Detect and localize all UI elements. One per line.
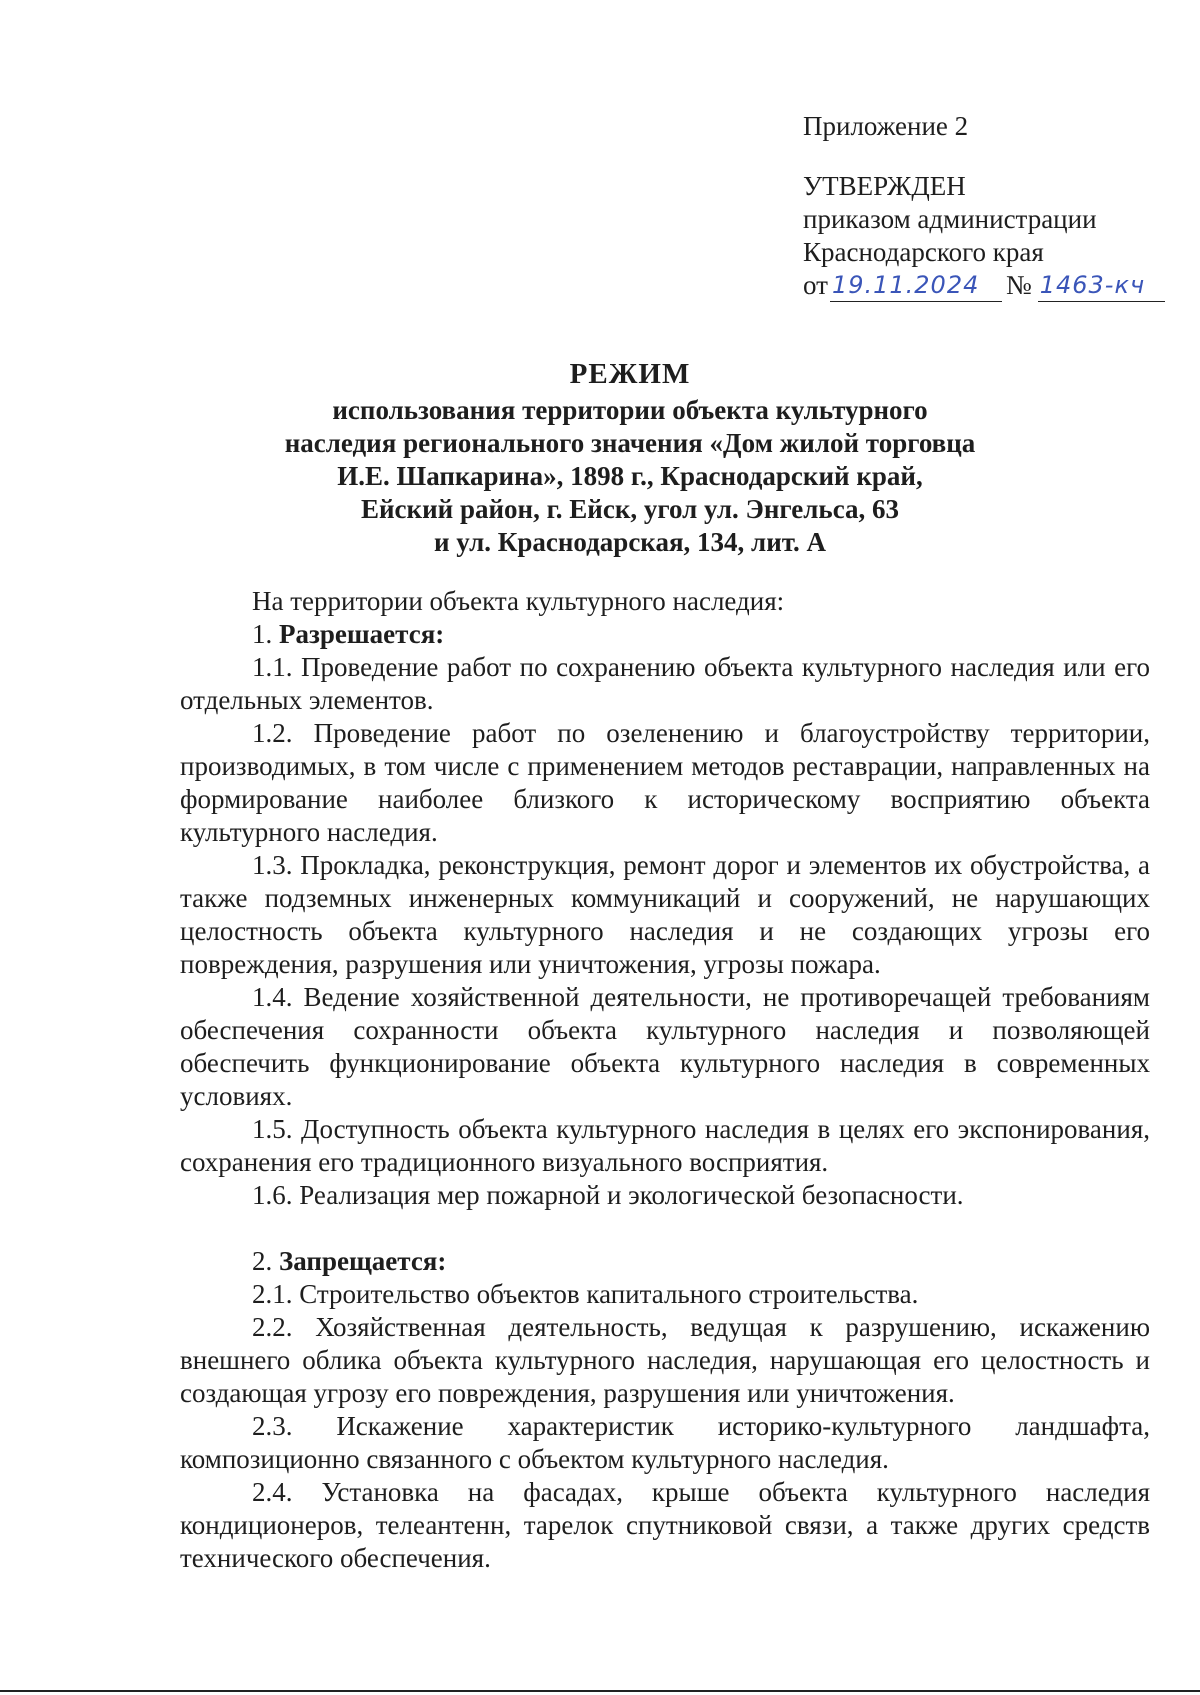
section-item: 1.5. Доступность объекта культурного наследия в целях его экспонирования, сохранения его традиционного визуального восприятия.	[180, 1114, 1150, 1177]
section-item: 1.4. Ведение хозяйственной деятельности, не противоречащей требованиям обеспечения сохранности объекта культурного наследия и позволяющей обеспечить функционирование объекта культурного наследия в современных условиях.	[180, 982, 1150, 1111]
section-1-heading: 1. Разрешается:	[252, 619, 445, 649]
title-line: И.Е. Шапкарина», 1898 г., Краснодарский край,	[337, 461, 923, 491]
handwritten-number: 1463-кч	[1038, 271, 1165, 302]
approval-line-1: приказом администрации	[803, 204, 1097, 234]
section-item: 2.1. Строительство объектов капитального строительства.	[252, 1279, 919, 1309]
handwritten-date: 19.11.2024	[830, 271, 1002, 302]
from-label: от	[803, 270, 828, 300]
section-item: 1.1. Проведение работ по сохранению объекта культурного наследия или его отдельных элементов.	[180, 652, 1150, 715]
approved-label: УТВЕРЖДЕН	[803, 171, 966, 201]
intro-paragraph: На территории объекта культурного наследия:	[252, 586, 785, 616]
section-item: 2.4. Установка на фасадах, крыше объекта культурного наследия кондиционеров, телеантенн, тарелок спутниковой связи, а также других средств технического обеспечения.	[180, 1477, 1150, 1573]
title-line: наследия регионального значения «Дом жилой торговца	[284, 428, 976, 458]
title-line: использования территории объекта культурного	[332, 395, 928, 425]
page-bottom-edge	[0, 1690, 1200, 1692]
section-item: 1.6. Реализация мер пожарной и экологической безопасности.	[252, 1180, 964, 1210]
annex-label: Приложение 2	[803, 111, 969, 141]
document-title	[180, 358, 1080, 559]
approval-block	[803, 110, 1183, 302]
section-item: 2.2. Хозяйственная деятельность, ведущая к разрушению, искажению внешнего облика объекта культурного наследия, нарушающая его целостность и создающая угрозу его повреждения, разрушения или уничтожения.	[180, 1312, 1150, 1408]
document-body	[180, 585, 1150, 1575]
title-line: и ул. Краснодарская, 134, лит. А	[434, 527, 826, 557]
approval-line-2: Краснодарского края	[803, 237, 1044, 267]
section-2-heading: 2. Запрещается:	[252, 1246, 447, 1276]
approval-date-number-line	[803, 269, 1183, 302]
title-main: РЕЖИМ	[569, 358, 691, 390]
section-item: 1.3. Прокладка, реконструкция, ремонт дорог и элементов их обустройства, а также подземных инженерных коммуникаций и сооружений, не нарушающих целостность объекта культурного наследия и не создающих угрозы его повреждения, разрушения или уничтожения, угрозы пожара.	[180, 850, 1150, 979]
number-label: №	[1005, 270, 1032, 300]
section-item: 1.2. Проведение работ по озеленению и благоустройству территории, производимых, в том числе с применением методов реставрации, направленных на формирование наиболее близкого к историческому восприятию объекта культурного наследия.	[180, 718, 1150, 847]
title-line: Ейский район, г. Ейск, угол ул. Энгельса, 63	[360, 494, 900, 524]
section-item: 2.3. Искажение характеристик историко-культурного ландшафта, композиционно связанного с объектом культурного наследия.	[180, 1411, 1150, 1474]
